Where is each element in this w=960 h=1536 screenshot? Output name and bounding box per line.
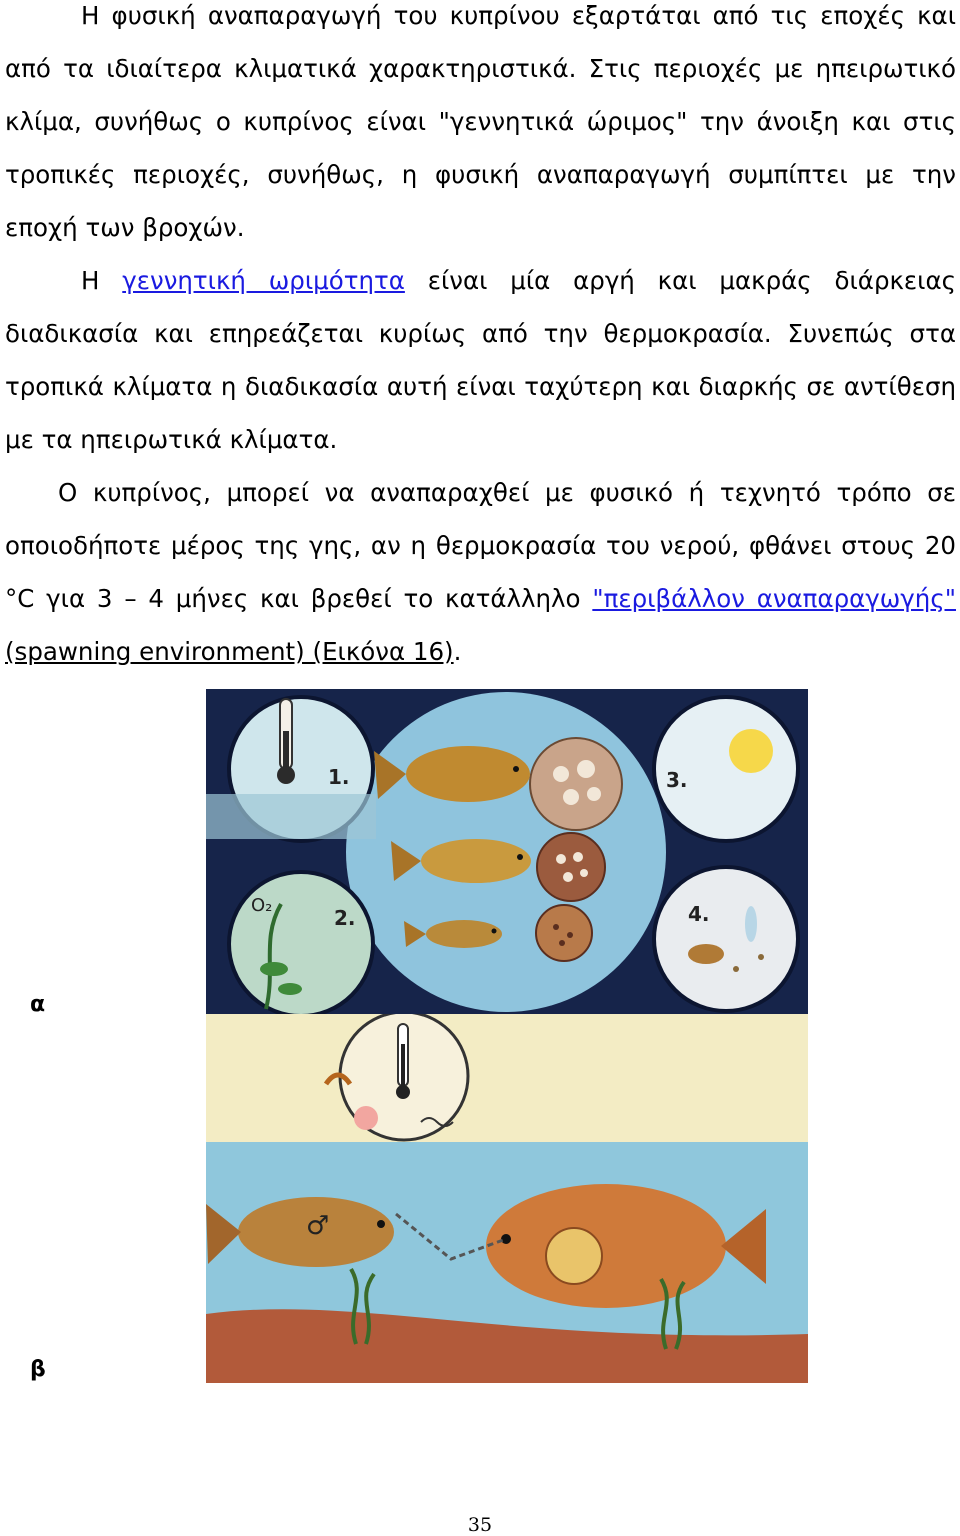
figure-label-b: β (30, 1357, 46, 1382)
page-number: 35 (467, 1514, 493, 1536)
step-number-3: 3. (666, 768, 688, 792)
paragraph-2-start: Η (81, 266, 123, 295)
thermometer-icon (396, 1085, 410, 1099)
oxygen-label: O₂ (251, 895, 273, 916)
sun-icon (729, 729, 773, 773)
step-number-2: 2. (334, 906, 356, 930)
spawning-environment-caption: (spawning environment) (Εικόνα 16) (5, 637, 454, 666)
figure-label-a: α (30, 992, 46, 1017)
step-number-4: 4. (688, 902, 710, 926)
inset-oxygen (229, 872, 373, 1014)
figure-panel-b (206, 1014, 808, 1383)
step-number-1: 1. (328, 765, 350, 789)
panel-a-illustration (206, 689, 808, 1014)
inset-sun (654, 697, 798, 841)
egg-mass (546, 1228, 602, 1284)
paragraph-3-end: . (453, 637, 462, 666)
sun-icon (354, 1106, 378, 1130)
panel-b-illustration (206, 1014, 808, 1383)
paragraph-1: Η φυσική αναπαραγωγή του κυπρίνου εξαρτάται από τις εποχές και από τα ιδιαίτερα κλιματικά χαρακτηριστικά. Στις περιοχές με ηπειρωτικό κλίμα, συνήθως ο κυπρίνος είναι "γεννητικά ώριμος" την άνοιξη και στις τροπικές περιοχές, συνήθως, η φυσική αναπαραγωγή συμπίπτει με την εποχή των βροχών. (5, 1, 956, 242)
paragraph-2 (5, 254, 956, 466)
link-spawning-environment[interactable]: "περιβάλλον αναπαραγωγής" (592, 584, 956, 613)
paragraph-3 (5, 466, 956, 678)
link-genetic-maturity[interactable]: γεννητική ωριμότητα (122, 266, 405, 295)
male-symbol-icon: ♂ (306, 1211, 330, 1241)
inset-food (654, 867, 798, 1011)
paragraph-3-start: Ο κυπρίνος, μπορεί να αναπαραχθεί με φυσικό ή τεχνητό τρόπο σε οποιοδήποτε μέρος της γης, αν η θερμοκρασία του νερού, φθάνει στους 20 °C για 3 – 4 μήνες και βρεθεί το κατάλληλο (5, 478, 956, 613)
paragraph-2-rest: είναι μία αργή και μακράς διάρκειας διαδικασία και επηρεάζεται κυρίως από την θερμοκρασία. Συνεπώς στα τροπικά κλίματα η διαδικασία αυτή είναι ταχύτερη και διαρκής σε αντίθεση με τα ηπειρωτικά κλίματα. (5, 266, 956, 454)
figure-panel-a (206, 689, 808, 1014)
